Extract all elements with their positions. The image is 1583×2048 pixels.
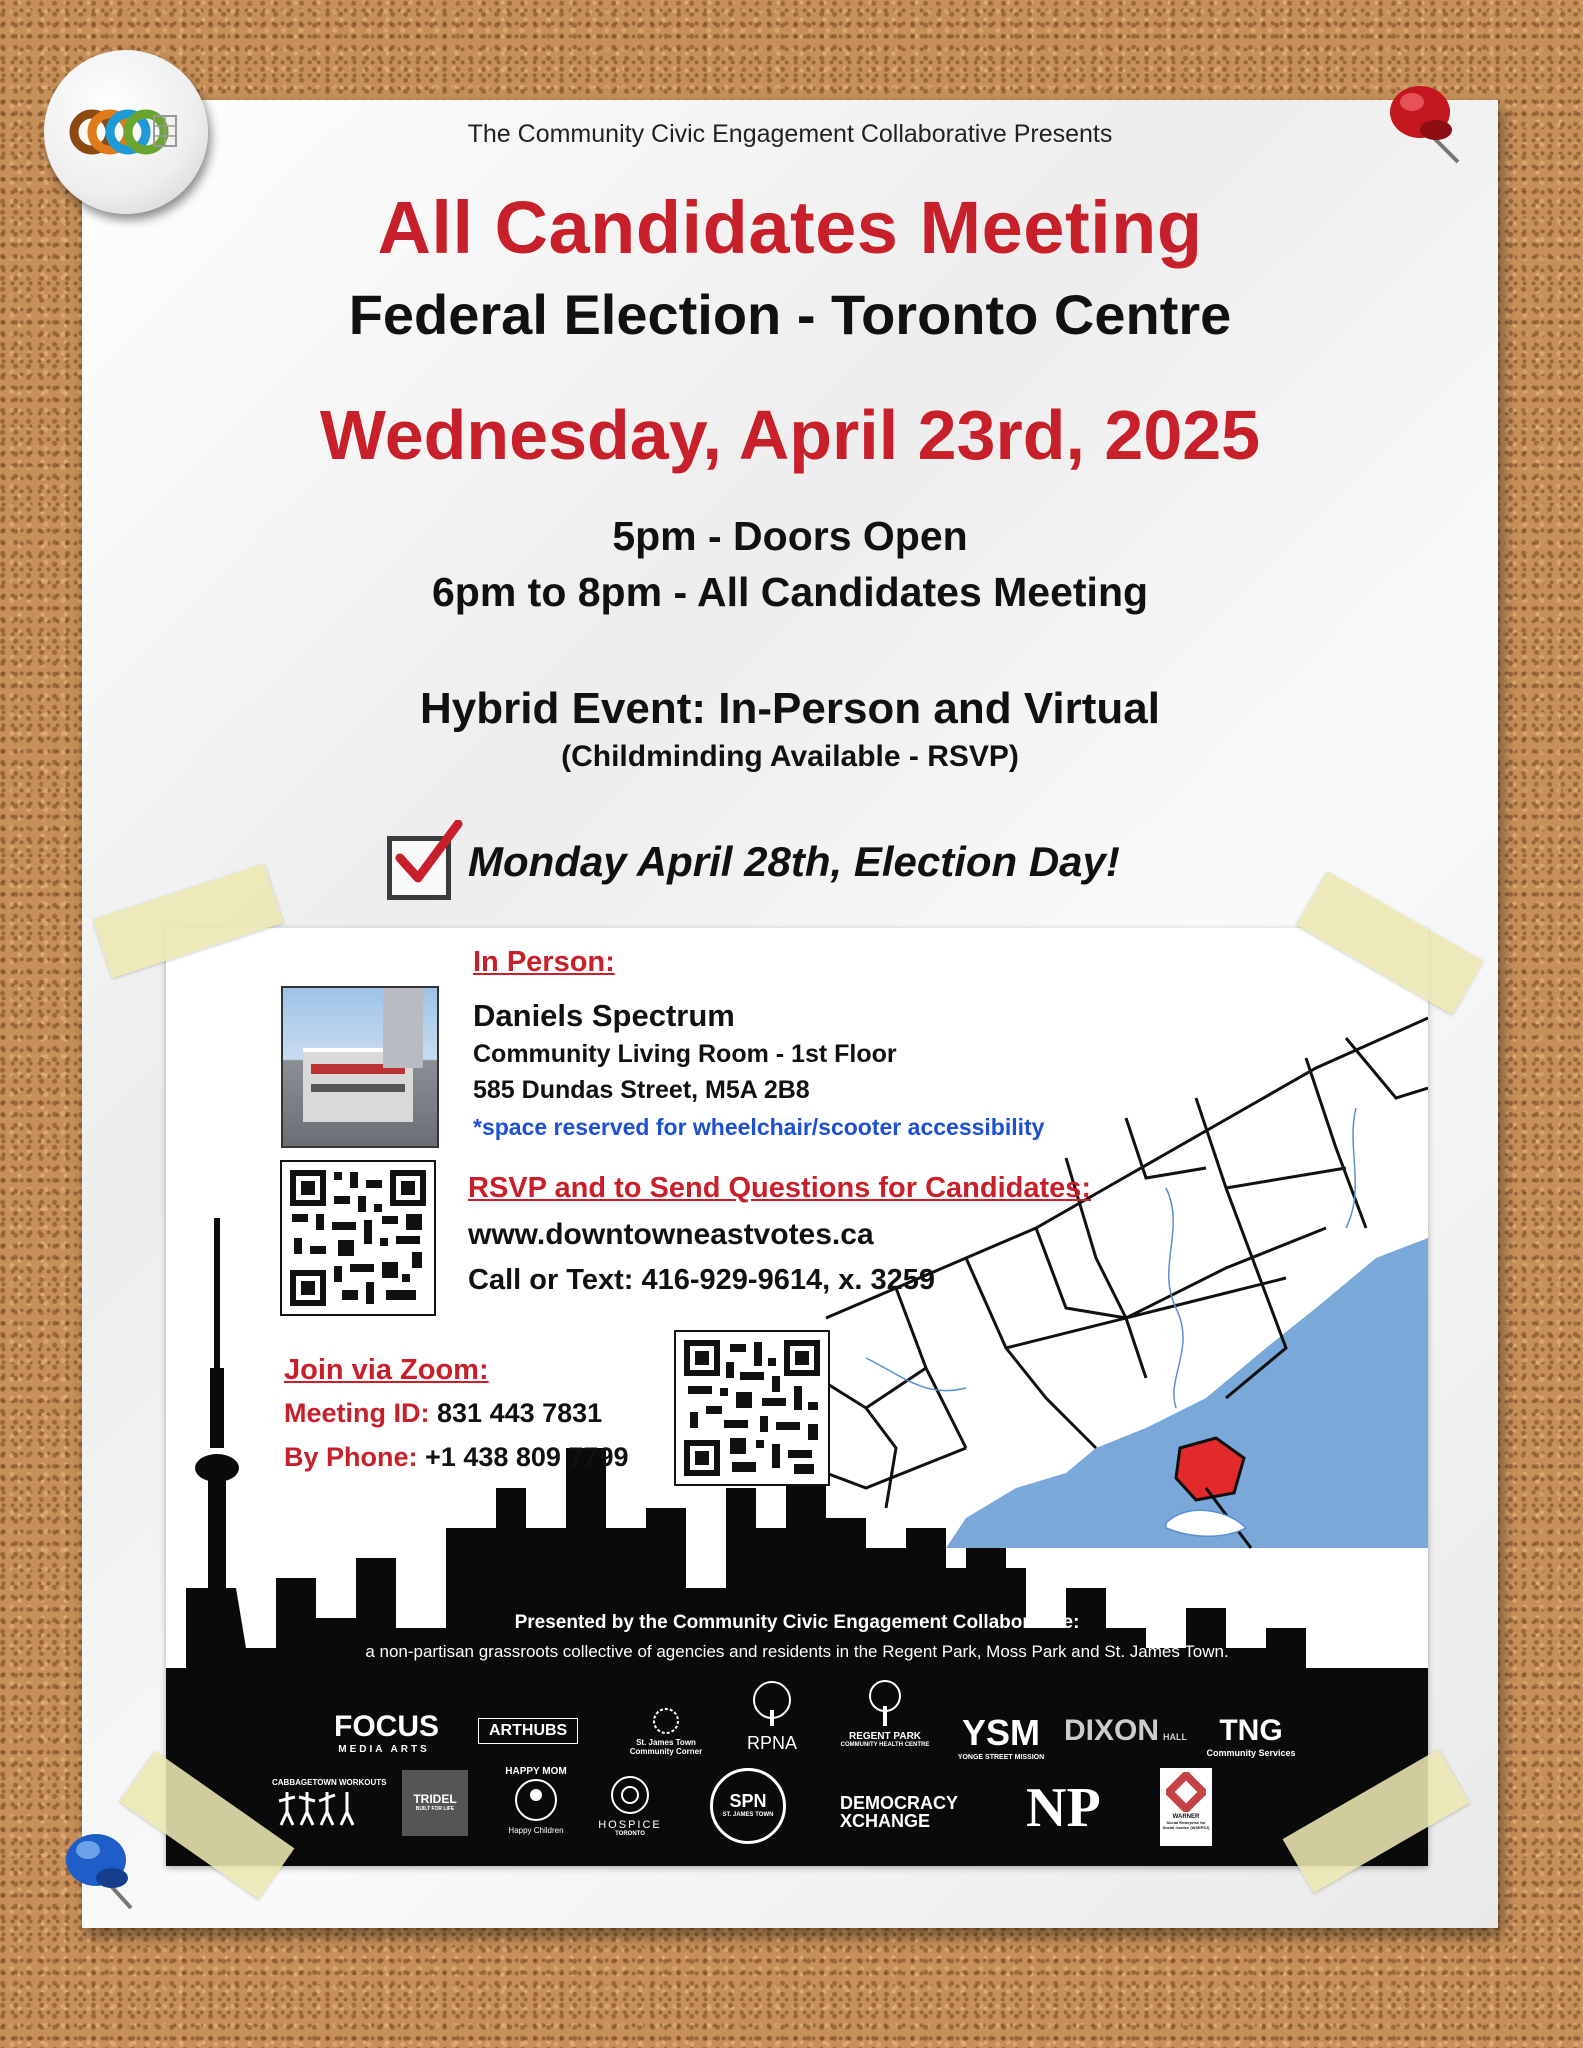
time-doors-open: 5pm - Doors Open <box>612 513 968 559</box>
venue-name: Daniels Spectrum <box>473 998 735 1033</box>
hospice-icon <box>609 1774 651 1816</box>
zoom-heading: Join via Zoom: <box>284 1354 489 1386</box>
sponsor-dixon: DIXON HALL <box>1064 1714 1188 1747</box>
sponsor-happy-mom: HAPPY MOM Happy Children <box>505 1766 567 1835</box>
stjamestown-corner-icon <box>651 1706 681 1736</box>
collective-description: a non-partisan grassroots collective of agencies and residents in the Regent Park, Moss Park and St. James Town. <box>365 1642 1229 1661</box>
red-checkmark-icon <box>392 820 464 890</box>
phone-label: By Phone: <box>284 1442 418 1472</box>
meeting-id: 831 443 7831 <box>437 1398 603 1428</box>
photo-tower <box>383 988 423 1068</box>
rpna-tree-icon <box>742 1680 802 1728</box>
meeting-id-label: Meeting ID: <box>284 1398 430 1428</box>
event-times <box>82 508 1498 620</box>
event-date: Wednesday, April 23rd, 2025 <box>319 396 1261 474</box>
regent-park-tree-icon <box>860 1678 910 1728</box>
sponsor-hospice: HOSPICE TORONTO <box>590 1774 670 1837</box>
sponsor-tridel: TRIDEL BUILT FOR LIFE <box>402 1770 468 1836</box>
rsvp-website[interactable]: www.downtowneastvotes.ca <box>468 1218 874 1251</box>
rsvp-qr-code[interactable] <box>280 1160 436 1316</box>
rsvp-heading: RSVP and to Send Questions for Candidates: <box>468 1172 1092 1204</box>
sponsor-arthubs: ARTHUBS <box>478 1718 578 1744</box>
venue-address: 585 Dundas Street, M5A 2B8 <box>473 1076 810 1104</box>
sponsor-spn: SPN ST. JAMES TOWN <box>710 1768 786 1844</box>
sponsor-cabbagetown-workouts: CABBAGETOWN WORKOUTS <box>272 1778 362 1829</box>
election-day: Monday April 28th, Election Day! <box>468 838 1120 885</box>
sponsor-stjamestown-corner: St. James Town Community Corner <box>626 1706 706 1756</box>
happy-mom-icon <box>513 1777 559 1823</box>
event-title: All Candidates Meeting <box>377 186 1203 269</box>
sponsor-ysm: YSM YONGE STREET MISSION <box>957 1712 1045 1761</box>
sponsor-democracy-xchange: DEMOCRACY XCHANGE <box>840 1793 959 1831</box>
daniels-spectrum-photo <box>281 986 439 1148</box>
zoom-qr-code[interactable] <box>674 1330 830 1486</box>
sponsor-rpna: RPNA <box>732 1680 812 1754</box>
presents-line: The Community Civic Engagement Collaborative Presents <box>467 120 1113 148</box>
blue-pushpin-icon <box>56 1820 156 1920</box>
in-person-heading: In Person: <box>473 946 615 978</box>
sponsor-np: NP <box>1026 1777 1101 1839</box>
sponsor-warner: WARNER Social Enterprise for Social Justice (WSEFSJ) <box>1160 1768 1212 1846</box>
zoom-meeting-line <box>284 1398 602 1429</box>
warner-knot-icon <box>1166 1772 1206 1812</box>
sponsor-regent-park: REGENT PARK COMMUNITY HEALTH CENTRE <box>830 1678 940 1748</box>
info-card <box>166 928 1428 1866</box>
event-subtitle: Federal Election - Toronto Centre <box>348 283 1232 346</box>
time-meeting: 6pm to 8pm - All Candidates Meeting <box>431 569 1149 615</box>
workout-figures-icon <box>277 1787 357 1827</box>
venue-room: Community Living Room - 1st Floor <box>473 1040 897 1068</box>
hybrid-event: Hybrid Event: In-Person and Virtual <box>420 684 1160 733</box>
sponsor-tng: TNG Community Services <box>1206 1714 1296 1758</box>
childminding-note: (Childminding Available - RSVP) <box>561 740 1019 773</box>
rsvp-phone: Call or Text: 416-929-9614, x. 3259 <box>468 1264 935 1296</box>
sponsor-focus: FOCUS MEDIA ARTS <box>334 1710 439 1755</box>
presented-by: Presented by the Community Civic Engagement Collaborative: <box>514 1612 1080 1633</box>
zoom-phone-line <box>284 1442 628 1473</box>
accessibility-note: *space reserved for wheelchair/scooter accessibility <box>473 1114 1045 1140</box>
zoom-phone: +1 438 809 7799 <box>425 1442 629 1472</box>
